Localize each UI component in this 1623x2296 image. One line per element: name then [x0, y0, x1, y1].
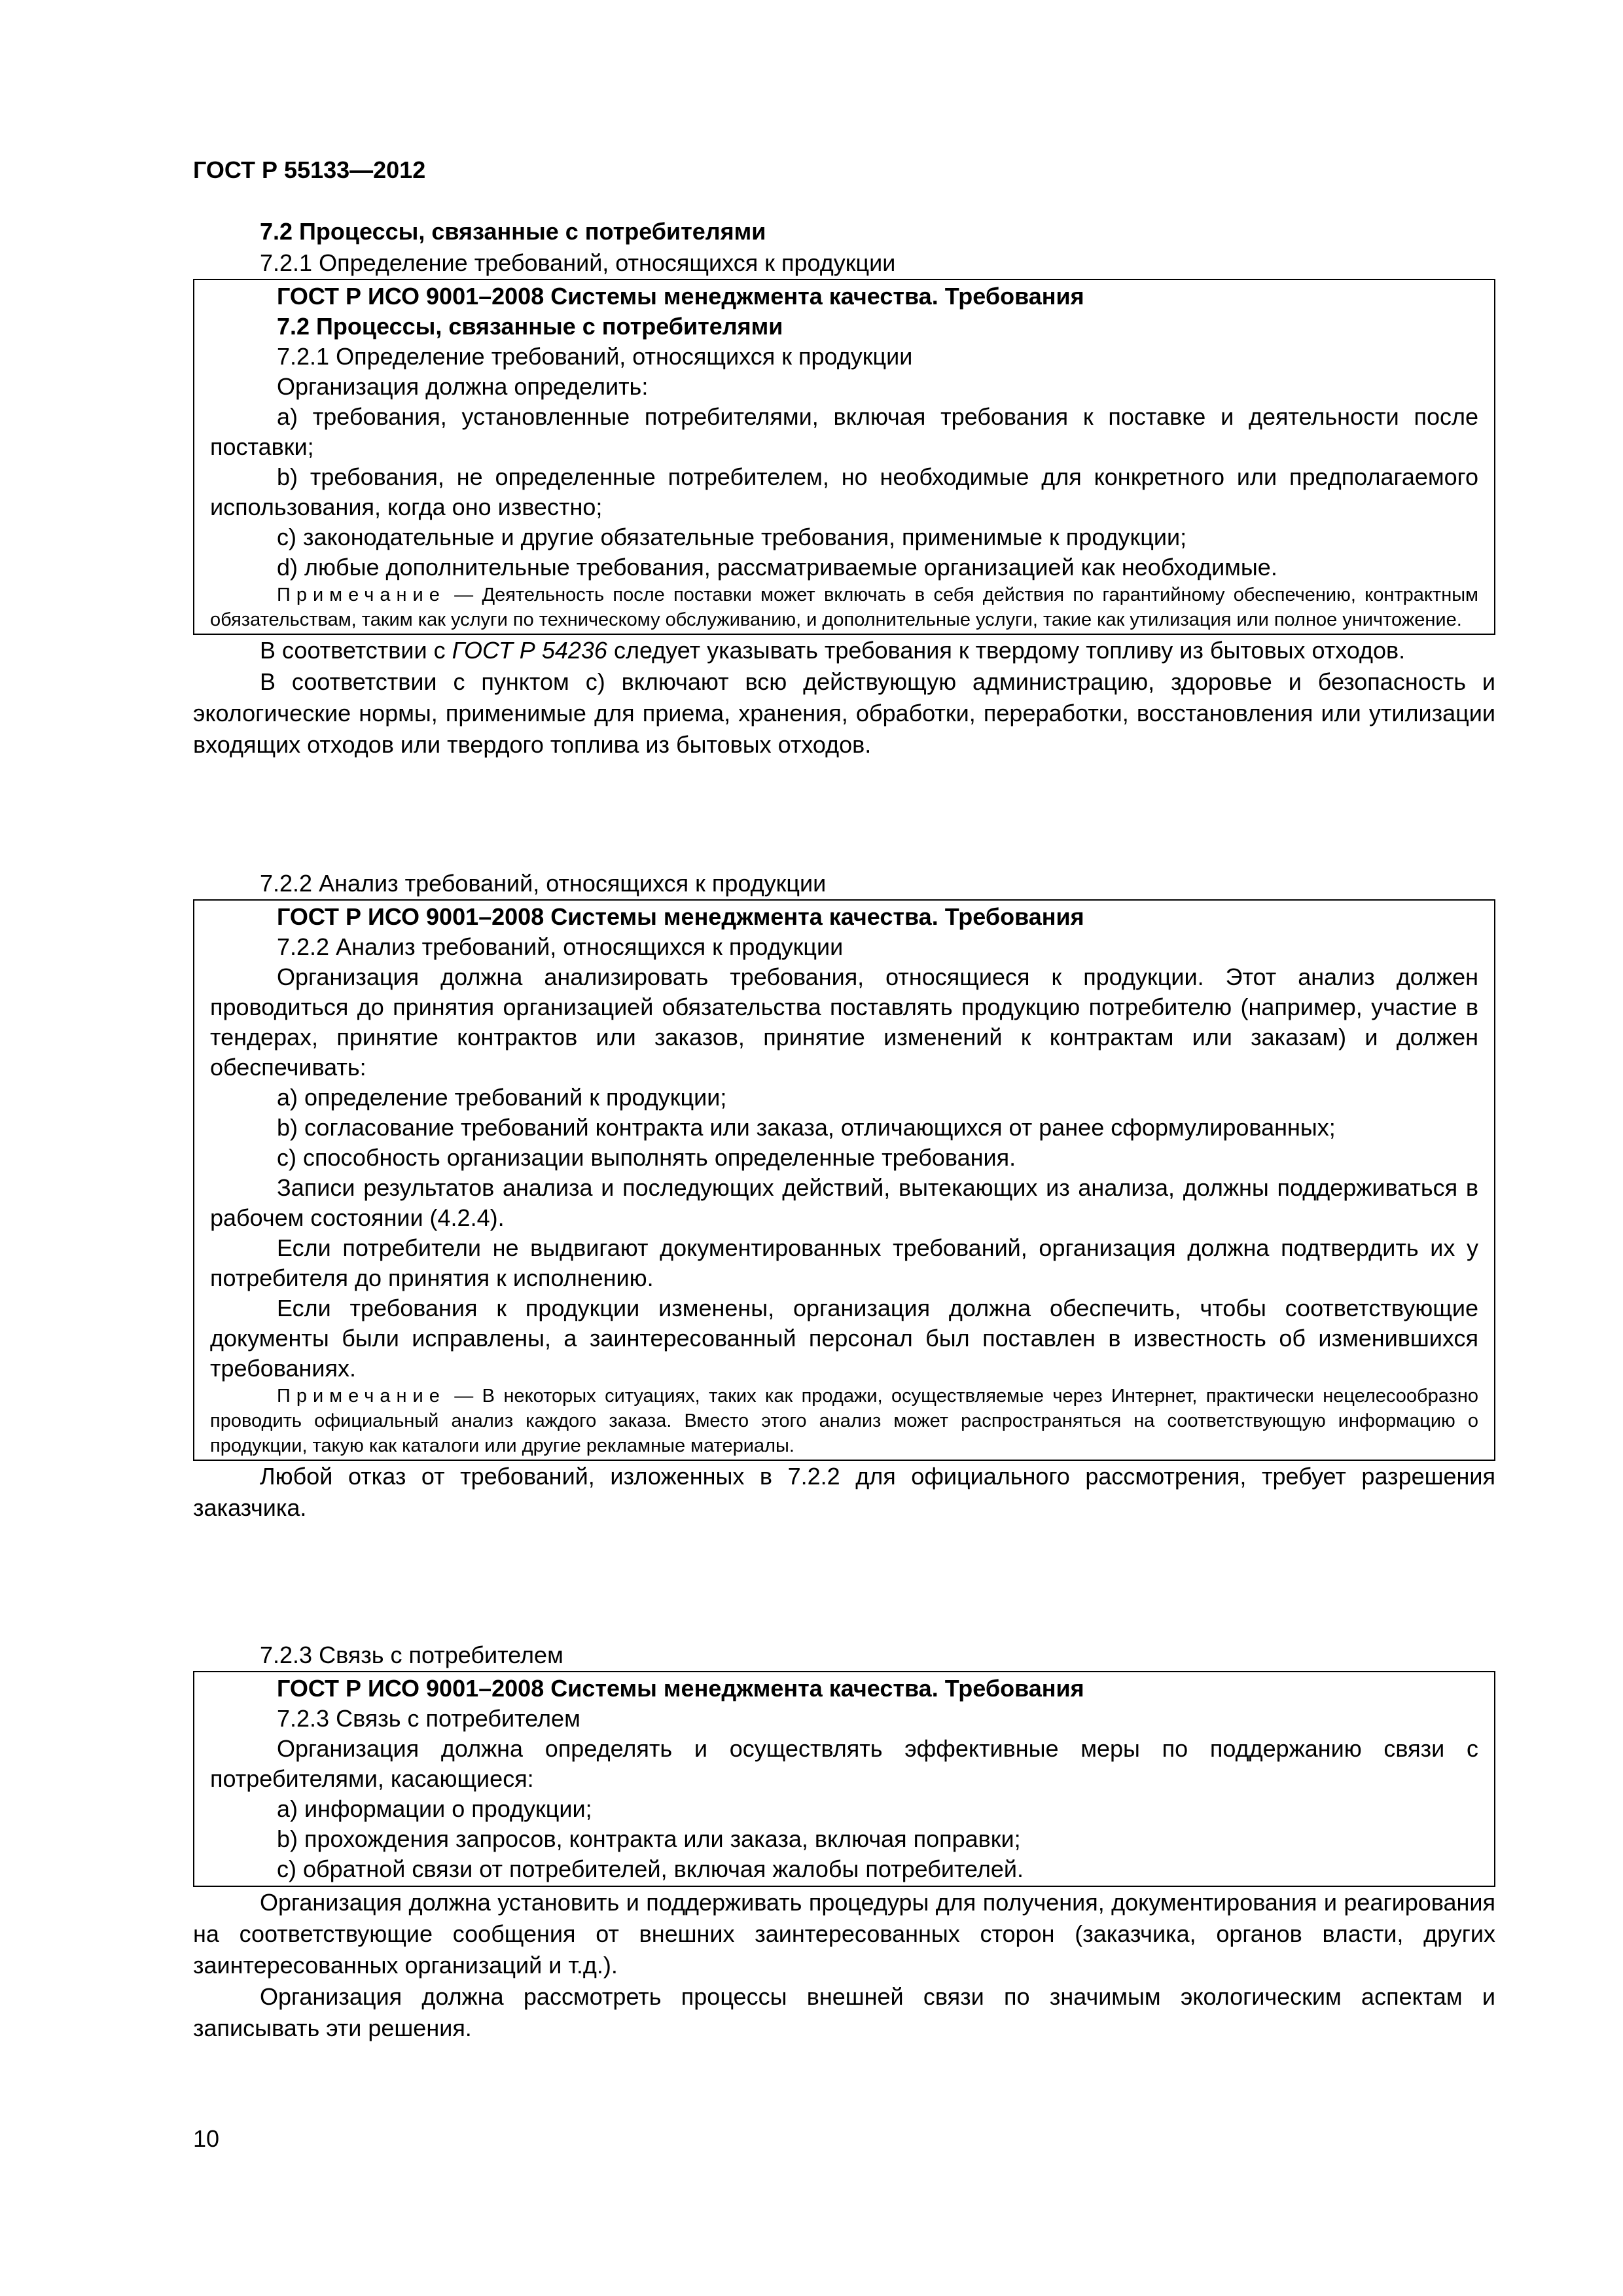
body-paragraph: Организация должна рассмотреть процессы внешней связи по значимым экологическим аспектам и записывать эти решения. — [193, 1983, 1495, 2041]
subsection-heading: 7.2.1 Определение требований, относящихся к продукции — [260, 249, 896, 276]
box-paragraph: Организация должна определить: — [277, 373, 649, 400]
box-list-item: a) требования, установленные потребителями, включая требования к поставке и деятельности после поставки; — [210, 403, 1478, 460]
box-title: ГОСТ Р ИСО 9001–2008 Системы менеджмента качества. Требования — [277, 1675, 1084, 1702]
section-7-2 — [193, 216, 1495, 761]
box-note — [210, 1384, 1478, 1458]
page-number: 10 — [193, 2125, 220, 2152]
section-7-2-3 — [193, 1640, 1495, 2044]
box-list-item: a) информации о продукции; — [277, 1795, 592, 1822]
standard-reference: ГОСТ Р 54236 — [452, 637, 607, 664]
box-list-item: a) определение требований к продукции; — [277, 1084, 727, 1111]
box-paragraph: Записи результатов анализа и последующих действий, вытекающих из анализа, должны поддерживаться в рабочем состоянии (4.2.4). — [210, 1174, 1478, 1231]
document-code: ГОСТ Р 55133—2012 — [193, 156, 426, 183]
body-paragraph — [193, 635, 1495, 666]
box-paragraph: Организация должна анализировать требования, относящиеся к продукции. Этот анализ должен проводиться до принятия организацией обязательства поставлять продукцию потребителю (например, участие в тендерах, принятие контрактов или заказов, принятие изменений к контрактам или заказам) и должен обеспечивать: — [210, 963, 1478, 1081]
box-paragraph: Если требования к продукции изменены, организация должна обеспечить, чтобы соответствующие документы были исправлены, а заинтересованный персонал был поставлен в известность об изменившихся требованиях. — [210, 1295, 1478, 1382]
box-note — [210, 583, 1478, 632]
box-subheading: 7.2.1 Определение требований, относящихся к продукции — [277, 343, 913, 370]
note-label: Примечание — [277, 584, 446, 605]
box-list-item: b) прохождения запросов, контракта или заказа, включая поправки; — [277, 1825, 1021, 1852]
box-list-item: b) согласование требований контракта или заказа, отличающихся от ранее сформулированных; — [277, 1114, 1336, 1141]
box-subheading: 7.2.2 Анализ требований, относящихся к продукции — [277, 933, 844, 960]
quoted-standard-box — [193, 1671, 1495, 1887]
subsection-heading: 7.2.3 Связь с потребителем — [260, 1641, 563, 1668]
note-label: Примечание — [277, 1386, 446, 1407]
box-title: ГОСТ Р ИСО 9001–2008 Системы менеджмента качества. Требования — [277, 283, 1084, 310]
note-text: — В некоторых ситуациях, таких как продажи, осуществляемые через Интернет, практически нецелесообразно проводить официальный анализ каждого заказа. Вместо этого анализ может распространяться на соответствующую информацию о продукции, такую как каталоги или другие рекламные материалы. — [210, 1386, 1478, 1456]
section-7-2-2 — [193, 868, 1495, 1524]
box-list-item: b) требования, не определенные потребителем, но необходимые для конкретного или предполагаемого использования, когда оно известно; — [210, 463, 1478, 520]
subsection-heading: 7.2.2 Анализ требований, относящихся к продукции — [260, 870, 827, 897]
body-paragraph: В соответствии с пунктом c) включают всю действующую администрацию, здоровье и безопасность и экологические нормы, применимые для приема, хранения, обработки, переработки, восстановления или утилизации входящих отходов или твердого топлива из бытовых отходов. — [193, 668, 1495, 758]
text: В соответствии с — [260, 637, 452, 664]
box-heading: 7.2 Процессы, связанные с потребителями — [277, 313, 783, 340]
box-list-item: c) способность организации выполнять определенные требования. — [277, 1144, 1016, 1171]
quoted-standard-box — [193, 279, 1495, 635]
body-paragraph: Организация должна установить и поддерживать процедуры для получения, документирования и реагирования на соответствующие сообщения от внешних заинтересованных сторон (заказчика, органов власти, других заинтересованных организаций и т.д.). — [193, 1889, 1495, 1979]
quoted-standard-box — [193, 899, 1495, 1461]
box-list-item: c) обратной связи от потребителей, включая жалобы потребителей. — [277, 1856, 1024, 1882]
section-heading: 7.2 Процессы, связанные с потребителями — [260, 218, 766, 245]
box-list-item: d) любые дополнительные требования, рассматриваемые организацией как необходимые. — [277, 554, 1277, 581]
box-paragraph: Если потребители не выдвигают документированных требований, организация должна подтвердить их у потребителя до принятия к исполнению. — [210, 1234, 1478, 1291]
box-title: ГОСТ Р ИСО 9001–2008 Системы менеджмента качества. Требования — [277, 903, 1084, 930]
body-paragraph: Любой отказ от требований, изложенных в 7.2.2 для официального рассмотрения, требует разрешения заказчика. — [193, 1463, 1495, 1521]
box-paragraph: Организация должна определять и осуществлять эффективные меры по поддержанию связи с потребителями, касающиеся: — [210, 1735, 1478, 1792]
text: следует указывать требования к твердому топливу из бытовых отходов. — [607, 637, 1406, 664]
box-subheading: 7.2.3 Связь с потребителем — [277, 1705, 580, 1732]
note-text: — Деятельность после поставки может включать в себя действия по гарантийному обеспечению, контрактным обязательствам, таким как услуги по техническому обслуживанию, и дополнительные услуги, такие как утилизация или полное уничтожение. — [210, 584, 1478, 630]
box-list-item: c) законодательные и другие обязательные требования, применимые к продукции; — [277, 524, 1187, 550]
